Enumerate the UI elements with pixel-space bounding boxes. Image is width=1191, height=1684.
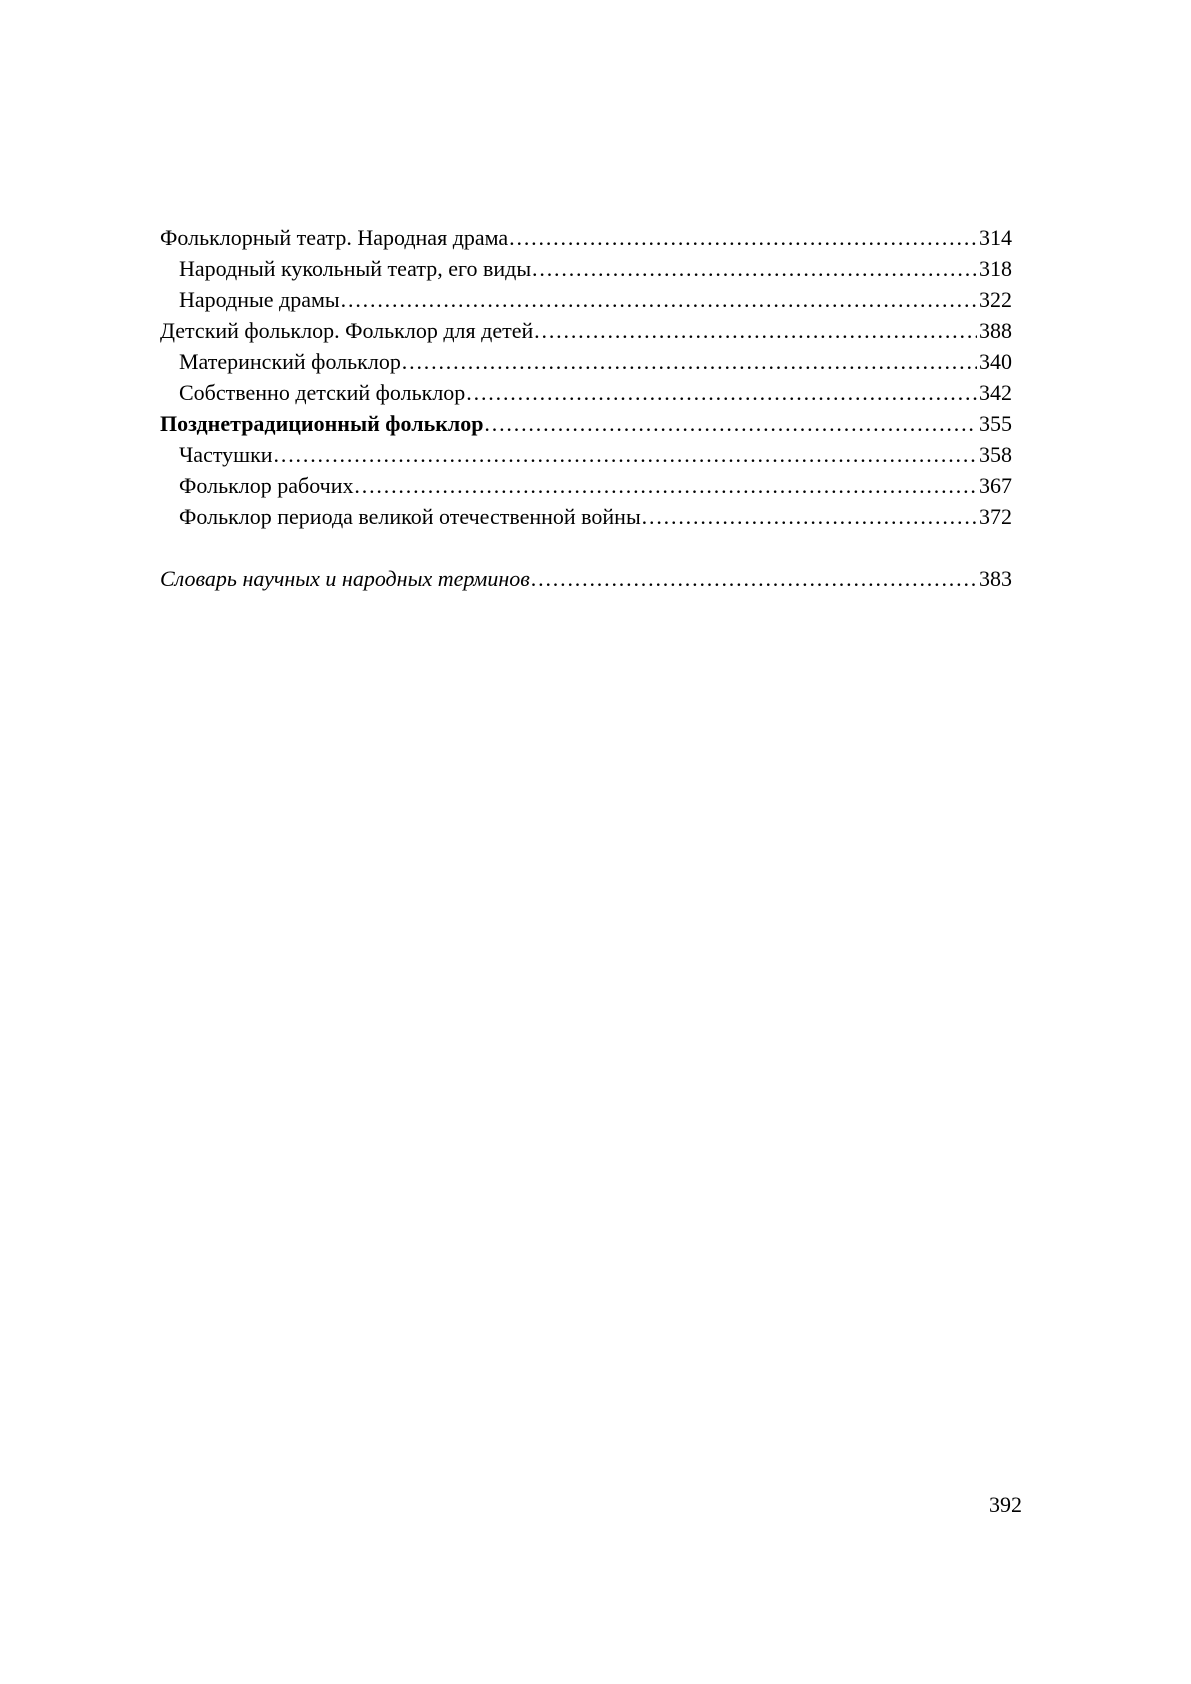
dot-leader (508, 222, 977, 253)
toc-entry-page: 314 (979, 225, 1012, 250)
toc-entry-label: Народные драмы (179, 287, 340, 312)
toc-entry-page: 358 (979, 442, 1012, 467)
toc-entry-label: Фольклор периода великой отечественной войны (179, 504, 641, 529)
toc-entry-label: Позднетрадиционный фольклор (160, 411, 484, 436)
page-number: 392 (989, 1492, 1022, 1517)
table-of-contents (160, 222, 1012, 594)
toc-entry (160, 315, 1012, 346)
dot-leader (340, 284, 977, 315)
dot-leader (531, 253, 977, 284)
dot-leader (465, 377, 977, 408)
toc-entry-label: Собственно детский фольклор (179, 380, 466, 405)
page-footer (160, 1492, 1022, 1518)
toc-entry-label: Детский фольклор. Фольклор для детей (160, 318, 534, 343)
toc-entry (160, 439, 1012, 470)
toc-entry-label: Частушки (179, 442, 273, 467)
toc-entry-page: 322 (979, 287, 1012, 312)
toc-entry (160, 563, 1012, 594)
toc-entry-page: 367 (979, 473, 1012, 498)
toc-entry-page: 388 (979, 318, 1012, 343)
toc-entry (160, 253, 1012, 284)
toc-entry (160, 501, 1012, 532)
toc-entry-page: 342 (979, 380, 1012, 405)
toc-entry (160, 284, 1012, 315)
toc-entry-label: Материнский фольклор (179, 349, 401, 374)
dot-leader (530, 563, 977, 594)
toc-entry (160, 470, 1012, 501)
dot-leader (533, 315, 977, 346)
toc-entry-page: 383 (979, 566, 1012, 591)
dot-leader (273, 439, 977, 470)
toc-entry-page: 355 (979, 411, 1012, 436)
toc-entry-label: Народный кукольный театр, его виды (179, 256, 532, 281)
toc-entry (160, 408, 1012, 439)
toc-entry-label: Фольклорный театр. Народная драма (160, 225, 509, 250)
toc-entry-page: 340 (979, 349, 1012, 374)
toc-entry-page: 372 (979, 504, 1012, 529)
dot-leader (483, 408, 977, 439)
toc-entry (160, 222, 1012, 253)
dot-leader (641, 501, 977, 532)
toc-entry-label: Фольклор рабочих (179, 473, 354, 498)
toc-entry-page: 318 (979, 256, 1012, 281)
dot-leader (354, 470, 978, 501)
dot-leader (401, 346, 977, 377)
toc-entry-label: Словарь научных и народных терминов (160, 566, 530, 591)
toc-entry (160, 377, 1012, 408)
toc-entry (160, 346, 1012, 377)
